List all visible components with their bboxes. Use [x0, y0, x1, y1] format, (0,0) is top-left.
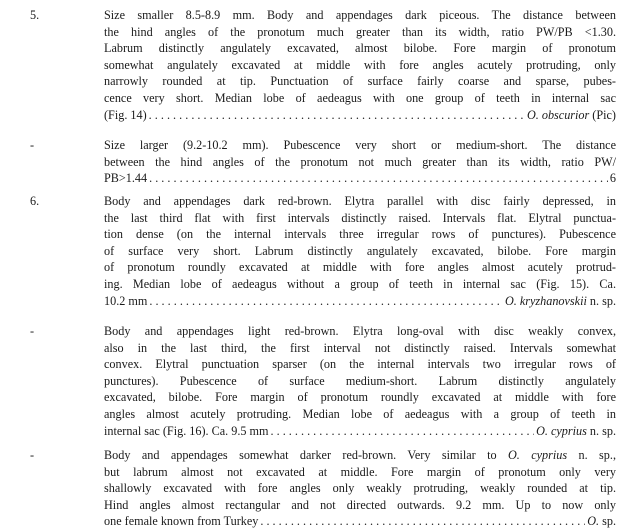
- leader-text: PB>1.44: [104, 171, 148, 186]
- text-line: excavated, bilobe. Fore margin of pronotum roundly excavated at middle with fore: [104, 390, 616, 405]
- leader-line: [104, 107, 616, 124]
- taxon-name: O. obscurior: [526, 107, 590, 122]
- couplet-pointer: [610, 170, 616, 187]
- text-line: but labrum almost not excavated at middle. Fore margin of pronotum only very: [104, 464, 616, 479]
- taxon-name: O. kryzhanovskii: [504, 293, 587, 308]
- taxon-author: n. sp.: [586, 423, 616, 438]
- text-line: shallowly excavated with fore angles only weakly protruding, weakly rounded at tip.: [104, 481, 616, 496]
- taxon-author: sp.: [599, 514, 616, 529]
- text-line: of pronotum roundly excavated at middle with fore angles almost acutely protrud-: [104, 260, 616, 275]
- leader-line: [104, 513, 616, 530]
- leader-text: (Fig. 14): [104, 107, 147, 122]
- couplet-text: [104, 323, 616, 439]
- taxon-name: O. cyprius: [536, 423, 587, 438]
- text-line: the last third flat with first intervals distinctly raised. Intervals flat. Elytral punctua-: [104, 210, 616, 225]
- text-line: Labrum distinctly angulately excavated, almost bilobe. Fore margin of pronotum: [104, 41, 616, 56]
- couplet-text: [104, 7, 616, 123]
- couplet-marker: -: [30, 324, 35, 338]
- text-line: narrowly rounded at tip. Punctuation of surface fairly coarse and sparse, pubes-: [104, 74, 616, 89]
- taxon-result: [505, 293, 616, 310]
- next-couplet: 6: [609, 171, 616, 186]
- taxon-author: n. sp.: [586, 293, 616, 308]
- text-line: convex. Elytral punctuation sparser (on the internal intervals two irregular rows of: [104, 357, 616, 372]
- text-line: angles almost acutely protruding. Median lobe of aedeagus with a group of teeth in: [104, 406, 616, 421]
- taxon-result: [587, 513, 616, 530]
- text-line: ing. Median lobe of aedeagus without a group of teeth in internal sac (Fig. 15). Ca.: [104, 276, 616, 291]
- text-line: of surface very short. Labrum distinctly angulately excavated, bilobe. Fore margin: [104, 243, 616, 258]
- couplet-marker: -: [30, 138, 35, 152]
- leader-text: internal sac (Fig. 16). Ca. 9.5 mm: [104, 423, 269, 438]
- couplet-marker: 5.: [30, 8, 40, 22]
- couplet-marker: -: [30, 448, 35, 462]
- leader-line: [104, 293, 616, 310]
- couplet-text: [104, 137, 616, 187]
- leader-line: [104, 170, 616, 187]
- text-line: the hind angles of the pronotum much greater than its width, ratio PW/PB <1.30.: [104, 24, 616, 39]
- taxon-result: [527, 107, 616, 124]
- text-line: also in the last third, the first interval not distinctly raised. Intervals somewhat: [104, 340, 616, 355]
- text-line: punctures). Pubescence of surface medium-short. Labrum distinctly angulately: [104, 373, 616, 388]
- text-line: Size smaller 8.5-8.9 mm. Body and appendages dark piceous. The distance between: [104, 8, 616, 22]
- leader-dots: [271, 423, 535, 440]
- leader-dots: [260, 513, 585, 530]
- text-line: somewhat angulately excavated at middle with fore angles acutely protruding, only: [104, 57, 616, 72]
- leader-dots: [149, 170, 608, 187]
- leader-dots: [149, 293, 503, 310]
- couplet-marker: 6.: [30, 194, 40, 208]
- taxon-author: (Pic): [589, 107, 616, 122]
- text-line: Body and appendages light red-brown. Elytra long-oval with disc weakly convex,: [104, 324, 616, 338]
- leader-text: 10.2 mm: [104, 293, 148, 308]
- text-line: Body and appendages somewhat darker red-brown. Very similar to O. cyprius n. sp.,: [104, 448, 616, 462]
- text-line: Body and appendages dark red-brown. Elytra parallel with disc fairly depressed, in: [104, 194, 616, 208]
- text-line: cence very short. Median lobe of aedeagus with one group of teeth in internal sac: [104, 90, 616, 105]
- leader-dots: [149, 107, 525, 124]
- leader-line: [104, 423, 616, 440]
- text-line: Size larger (9.2-10.2 mm). Pubescence very short or medium-short. The distance: [104, 138, 616, 152]
- taxon-name: O. cyprius: [507, 448, 568, 462]
- text-line: between the hind angles of the pronotum not much greater than its width, ratio PW/: [104, 154, 616, 169]
- couplet-text: [104, 447, 616, 530]
- taxon-result: [536, 423, 616, 440]
- text-line: tion dense (on the internal intervals three irregular rows of punctures). Pubescence: [104, 227, 616, 242]
- couplet-text: [104, 193, 616, 309]
- text-line: Hind angles almost rectangular and not directed outwards. 9.2 mm. Up to now only: [104, 497, 616, 512]
- taxon-name: O.: [587, 514, 600, 529]
- leader-text: one female known from Turkey: [104, 514, 259, 529]
